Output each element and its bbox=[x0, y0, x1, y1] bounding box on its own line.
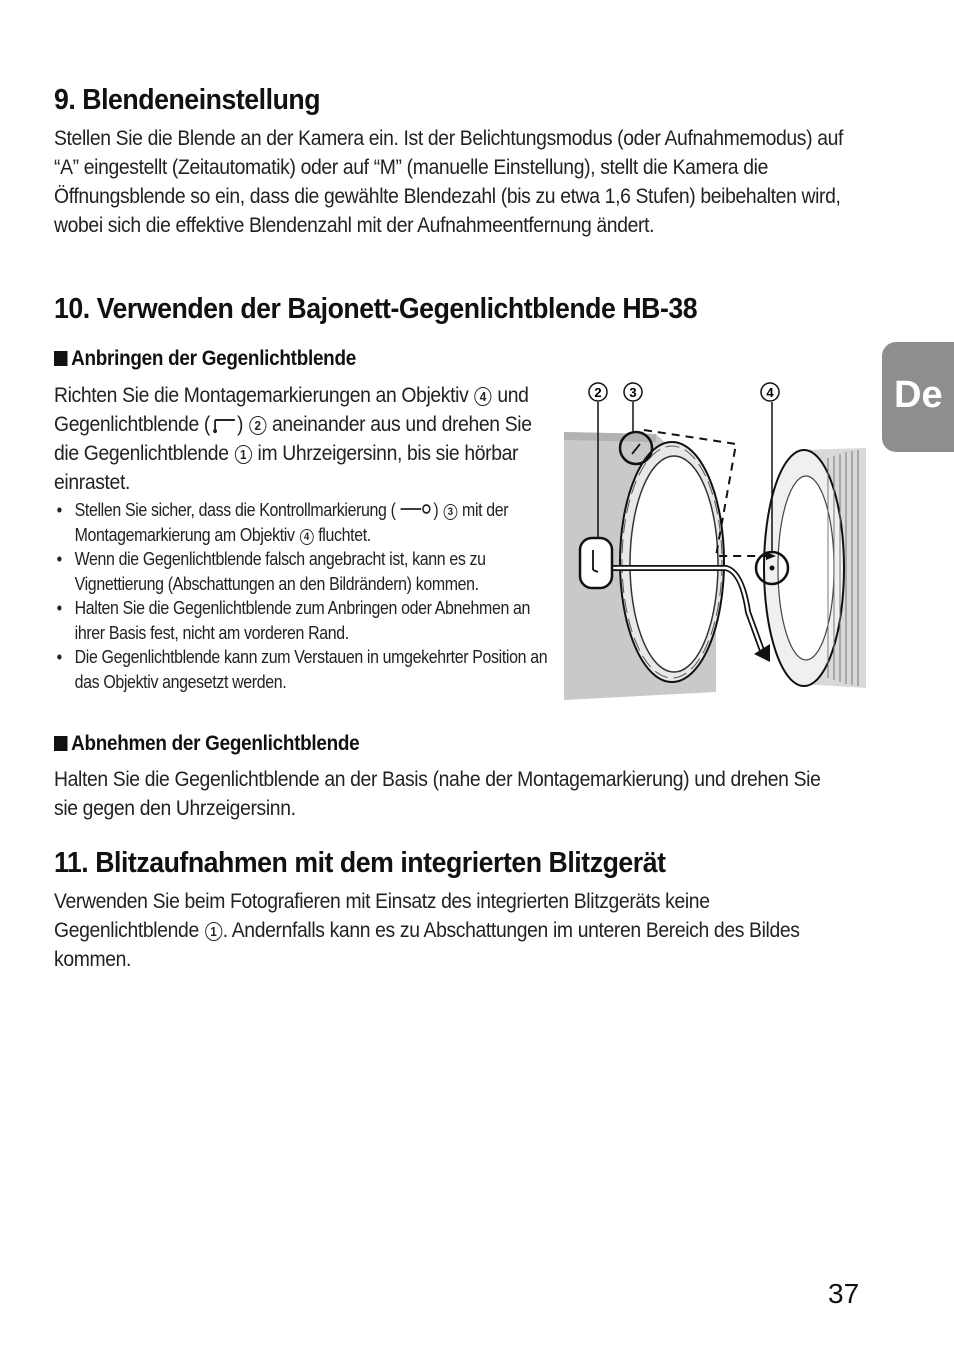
hood-mount-mark-icon bbox=[210, 416, 237, 434]
callout-2-marker bbox=[580, 538, 612, 588]
detach-heading bbox=[54, 732, 359, 756]
lens-hood-attach-illustration bbox=[556, 372, 866, 708]
note-1-text-d: fluchtet. bbox=[318, 523, 371, 545]
attach-heading bbox=[54, 347, 356, 371]
note-1-text-a: Stellen Sie sicher, dass die Kontrollmarkierung ( bbox=[74, 499, 396, 520]
callout-4-icon: 4 bbox=[474, 387, 491, 406]
callout-2-icon: 2 bbox=[249, 416, 266, 435]
attach-text-b: und Gegenlichtblende ( bbox=[54, 383, 529, 436]
section-9-title: 9. Blendeneinstellung bbox=[54, 84, 321, 116]
note-1-text-c: mit der Montagemarkierung am Objektiv bbox=[74, 499, 509, 545]
callout-1-icon: 1 bbox=[235, 445, 252, 464]
hood-inner-ring bbox=[630, 456, 718, 672]
list-item: • Halten Sie die Gegenlichtblende zum Anbringen oder Abnehmen an ihrer Basis fest, nicht am vorderen Rand. bbox=[54, 596, 549, 645]
list-item: • Die Gegenlichtblende kann zum Verstauen in umgekehrter Position an das Objektiv angesetzt werden. bbox=[54, 645, 549, 694]
square-bullet-icon bbox=[54, 351, 68, 366]
language-tab bbox=[882, 342, 954, 452]
section-11-text-b: . Andernfalls kann es zu Abschattungen im unteren Bereich des Bildes kommen. bbox=[54, 918, 800, 971]
label-3: 3 bbox=[629, 385, 637, 400]
list-item bbox=[54, 498, 549, 547]
attach-text-a: Richten Sie die Montagemarkierungen an Objektiv bbox=[54, 383, 469, 407]
lens-mount-dot bbox=[770, 566, 775, 571]
lens-inner-ring bbox=[778, 476, 834, 660]
attach-text-e: im Uhrzeigersinn, bis sie hörbar einrastet. bbox=[54, 441, 519, 494]
callout-4-icon: 4 bbox=[300, 529, 314, 545]
section-11-text-a: Verwenden Sie beim Fotografieren mit Einsatz des integrierten Blitzgeräts keine Gegenlichtblende bbox=[54, 889, 710, 942]
page-number: 37 bbox=[828, 1278, 860, 1309]
attach-text-d: aneinander aus und drehen Sie die Gegenlichtblende bbox=[54, 412, 532, 465]
section-11-title: 11. Blitzaufnahmen mit dem integrierten Blitzgerät bbox=[54, 847, 666, 879]
detach-body: Halten Sie die Gegenlichtblende an der Basis (nahe der Montagemarkierung) und drehen Sie sie gegen den Uhrzeigersinn. bbox=[54, 767, 821, 820]
note-1-text-b: ) bbox=[433, 499, 439, 520]
list-item: • Wenn die Gegenlichtblende falsch angebracht ist, kann es zu Vignettierung (Abschattungen an den Bildrändern) kommen. bbox=[54, 547, 549, 596]
section-9-body: Stellen Sie die Blende an der Kamera ein. Ist der Belichtungsmodus (oder Aufnahmemodus) auf “A” eingestellt (Zeitautomatik) oder auf “M” (manuelle Einstellung), stellt die Kamera die Öffnungsblende so ein, dass die gewählte Blendezahl (bis zu etwa 1,6 Stufen) beibehalten wird, wobei sich die effektive Blendenzahl mit der Aufnahmeentfernung ändert. bbox=[54, 126, 844, 237]
square-bullet-icon bbox=[54, 736, 68, 751]
attach-instructions bbox=[54, 381, 558, 497]
check-mark-line-dot-icon bbox=[396, 502, 434, 516]
section-11-body bbox=[54, 887, 846, 974]
callout-1-icon: 1 bbox=[205, 922, 222, 941]
label-2: 2 bbox=[594, 385, 602, 400]
callout-3-icon: 3 bbox=[443, 504, 457, 520]
language-tab-label: De bbox=[894, 374, 943, 416]
attach-text-c: ) bbox=[236, 412, 244, 436]
attach-notes-list bbox=[54, 498, 549, 694]
section-10-title: 10. Verwenden der Bajonett-Gegenlichtblende HB-38 bbox=[54, 293, 698, 325]
detach-heading-text: Abnehmen der Gegenlichtblende bbox=[71, 732, 360, 755]
label-4: 4 bbox=[766, 385, 774, 400]
attach-heading-text: Anbringen der Gegenlichtblende bbox=[71, 347, 356, 370]
